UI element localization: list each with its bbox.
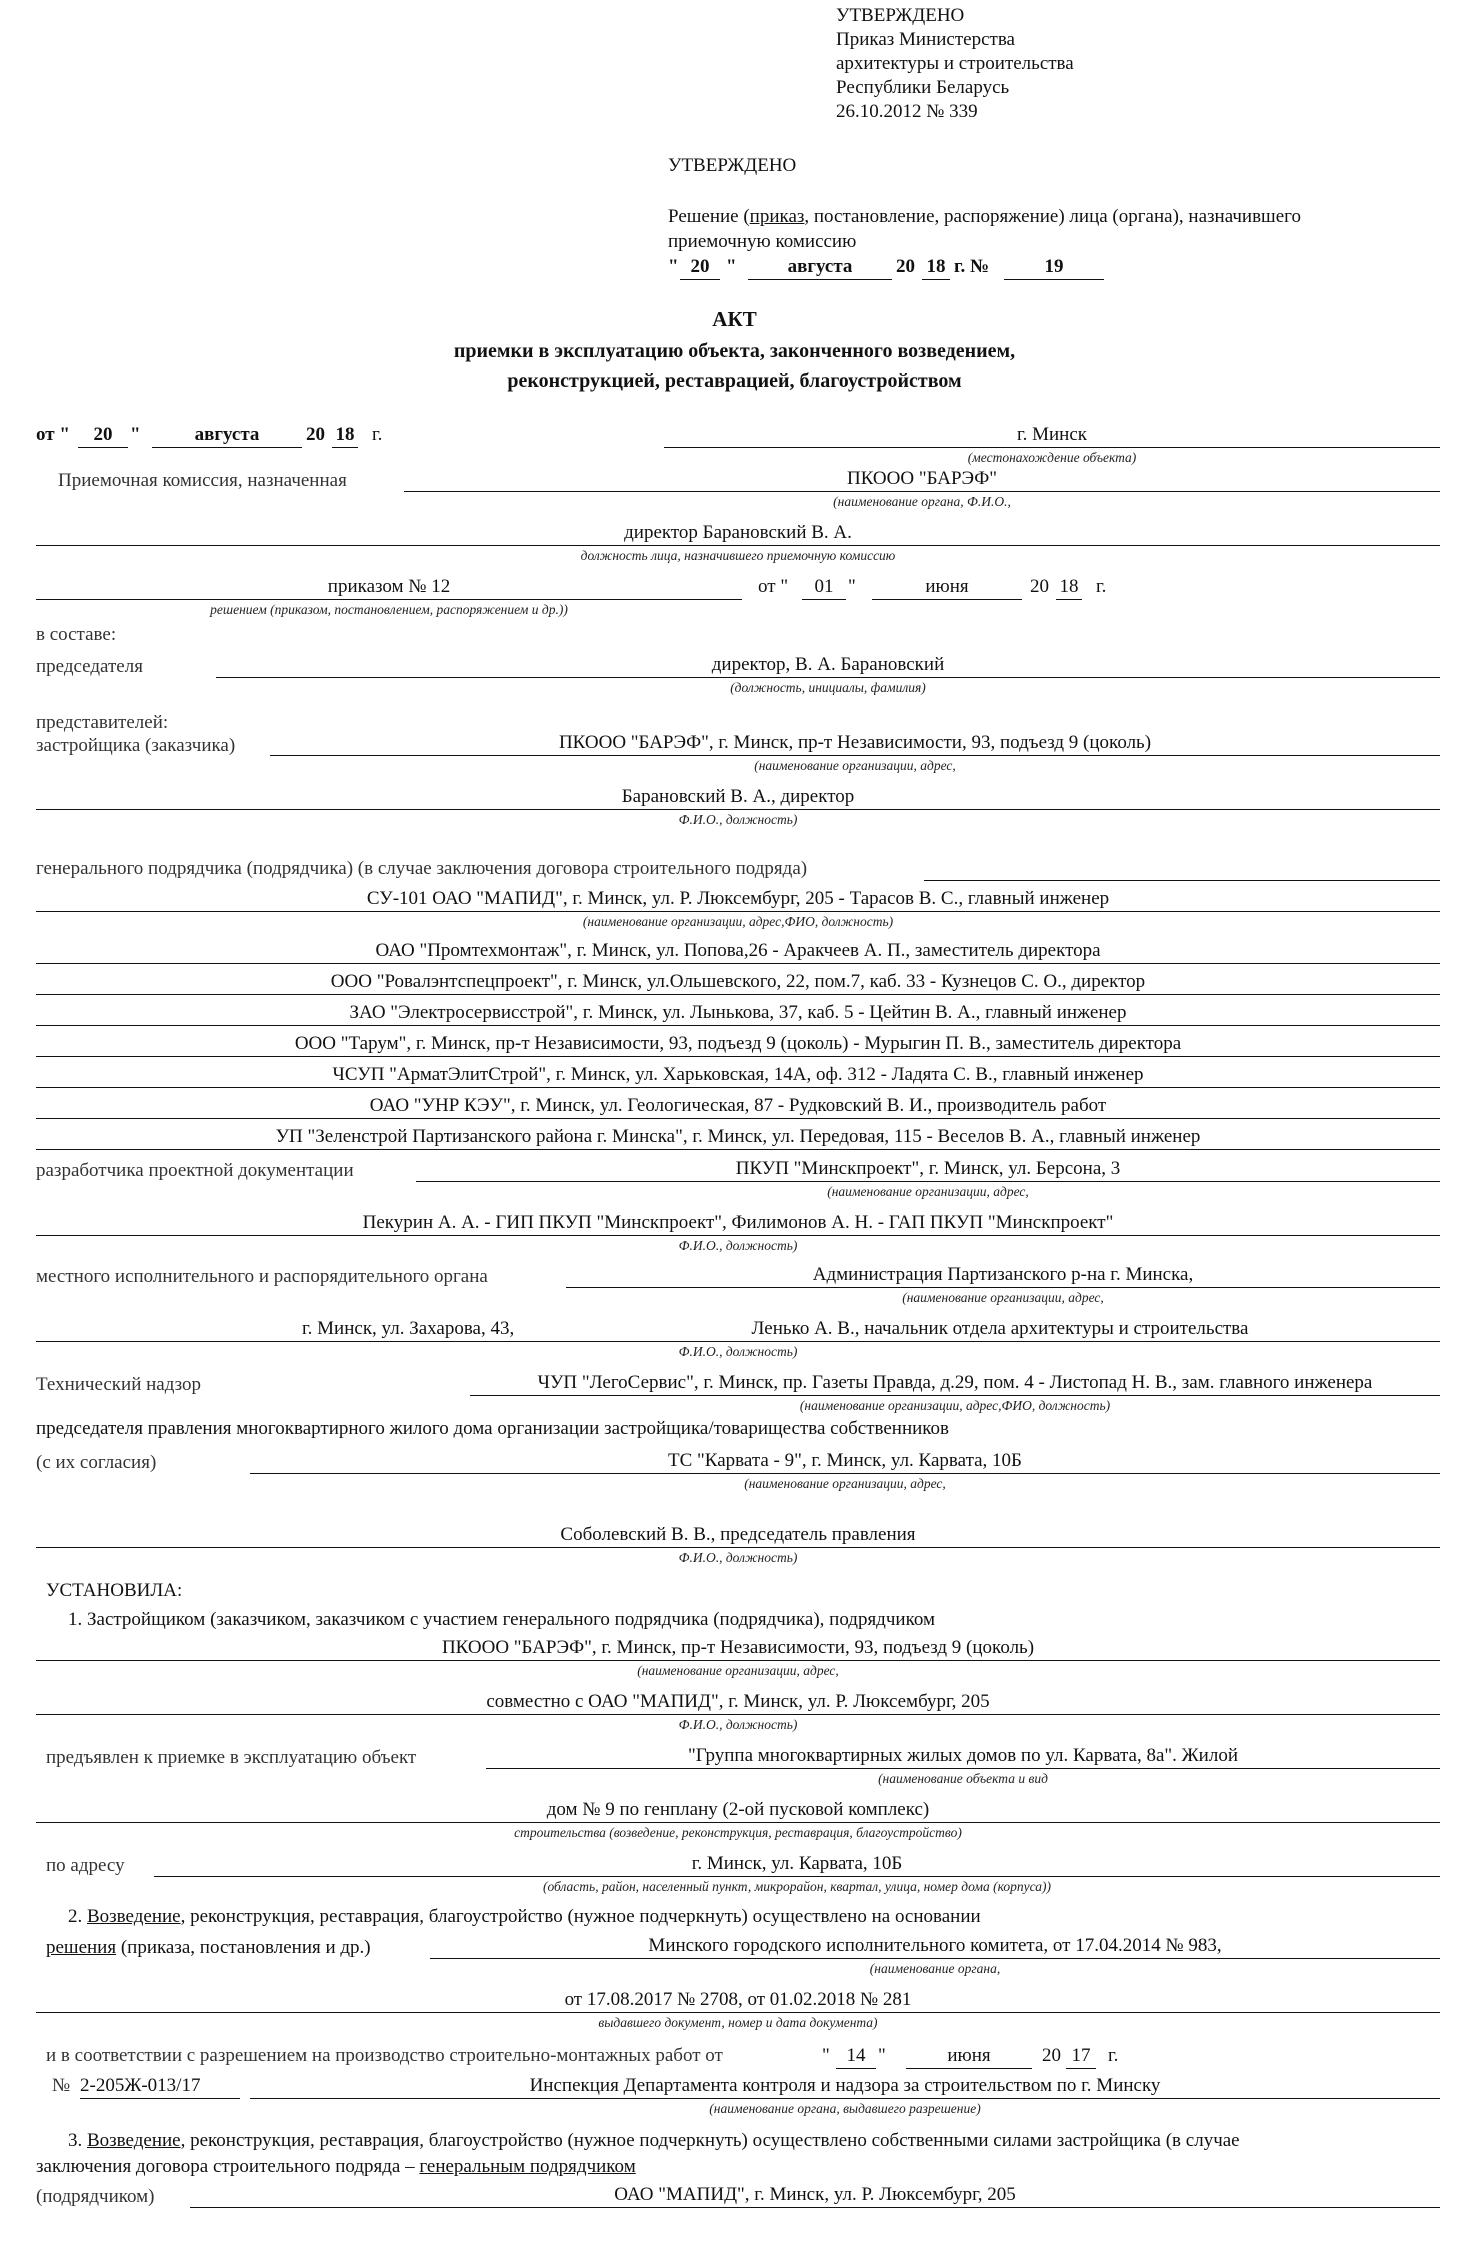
permit-org-caption: (наименование органа, выдавшего разрешение) <box>709 2101 981 2116</box>
designer-persons: Пекурин А. А. - ГИП ПКУП "Минскпроект", Филимонов А. Н. - ГАП ПКУП "Минскпроект" <box>362 1212 1114 1233</box>
contractor-label: генерального подрядчика (подрядчика) (в случае заключения договора строительного подряда) <box>36 858 808 879</box>
composition-label: в составе: <box>36 624 117 645</box>
p2-more-caption: выдавшего документ, номер и дата документа) <box>598 2015 878 2030</box>
approval2-year: 18 <box>926 256 946 277</box>
designer-label: разработчика проектной документации <box>36 1160 354 1181</box>
commission-quote: " <box>848 576 856 597</box>
object-label: предъявлен к приемке в эксплуатацию объект <box>46 1747 417 1768</box>
object-caption: (наименование объекта и вид <box>878 1771 1048 1786</box>
chairman: директор, В. А. Барановский <box>711 654 945 675</box>
permit-day: 14 <box>846 2045 866 2066</box>
established-p1-with: совместно с ОАО "МАПИД", г. Минск, ул. Р. Люксембург, 205 <box>486 1691 990 1712</box>
developer: ПКООО "БАРЭФ", г. Минск, пр-т Независимости, 93, подъезд 9 (цоколь) <box>558 732 1152 753</box>
approval2-day: 20 <box>690 256 710 277</box>
developer-caption: (наименование организации, адрес, <box>754 758 956 773</box>
commission-label: Приемочная комиссия, назначенная <box>58 470 347 491</box>
approval2-quote-close: " <box>726 256 737 277</box>
object-2-caption: строительства (возведение, реконструкция, реставрация, благоустройство) <box>514 1825 962 1840</box>
doc-subtitle-2: реконструкцией, реставрацией, благоустройством <box>507 370 962 392</box>
p3-number: 3. <box>68 2130 87 2151</box>
subcontractor: ЧСУП "АрматЭлитСтрой", г. Минск, ул. Харьковская, 14А, оф. 312 - Ладята С. В., главный инженер <box>332 1064 1144 1085</box>
commission-person-caption: должность лица, назначившего приемочную комиссию <box>580 548 896 563</box>
date-from: от " <box>36 424 70 445</box>
date-year: 18 <box>335 424 355 445</box>
hoa-label-2: (с их согласия) <box>36 1452 157 1473</box>
developer-person-caption: Ф.И.О., должность) <box>678 812 798 827</box>
date-g: г. <box>372 424 383 445</box>
approval2-line2: приемочную комиссию <box>668 231 857 252</box>
p2-text: , реконструкция, реставрация, благоустройство (нужное подчеркнуть) осуществлено на основании <box>180 1906 981 1927</box>
commission-year: 18 <box>1059 576 1079 597</box>
commission-g: г. <box>1096 576 1107 597</box>
local-address: г. Минск, ул. Захарова, 43, <box>302 1318 515 1339</box>
established-p1-with-caption: Ф.И.О., должность) <box>678 1717 798 1732</box>
commission-month: июня <box>925 576 969 597</box>
permit-quote-close: " <box>878 2045 886 2066</box>
permit-no: 2-205Ж-013/17 <box>80 2075 201 2096</box>
commission-person: директор Барановский В. А. <box>624 522 852 543</box>
subcontractor: ООО "Тарум", г. Минск, пр-т Независимости, 93, подъезд 9 (цоколь) - Мурыгин П. В., заместитель директора <box>294 1033 1182 1054</box>
approval2-month: августа <box>787 256 853 277</box>
place: г. Минск <box>1016 424 1088 445</box>
approval-line: архитектуры и строительства <box>836 53 1074 74</box>
object: "Группа многоквартирных жилых домов по ул. Карвата, 8а". Жилой <box>687 1745 1239 1766</box>
p3-underlined: Возведение <box>87 2130 181 2151</box>
commission-order-caption: решением (приказом, постановлением, распоряжением и др.)) <box>210 602 568 617</box>
p2-decision-label <box>46 1937 371 1959</box>
commission-day: 01 <box>814 576 834 597</box>
permit-quote-open: " <box>822 2045 830 2066</box>
commission-from: от " <box>758 576 789 597</box>
p3-line2-underlined: генеральным подрядчиком <box>419 2156 636 2177</box>
approval2-title: УТВЕРЖДЕНО <box>668 155 797 176</box>
permit-org: Инспекция Департамента контроля и надзора за строительством по г. Минску <box>529 2075 1161 2096</box>
local-person: Ленько А. В., начальник отдела архитектуры и строительства <box>751 1318 1249 1339</box>
p2-number: 2. <box>68 1906 87 1927</box>
tech-caption: (наименование организации, адрес,ФИО, должность) <box>799 1398 1111 1413</box>
p3-org: ОАО "МАПИД", г. Минск, ул. Р. Люксембург, 205 <box>614 2184 1016 2205</box>
p3-text: , реконструкция, реставрация, благоустройство (нужное подчеркнуть) осуществлено собственными силами застройщика (в случае <box>180 2130 1240 2151</box>
date-from-label: от <box>36 424 55 445</box>
permit-no-label: № <box>52 2075 71 2096</box>
permit-year-prefix: 20 <box>1042 2045 1061 2066</box>
commission-year-prefix: 20 <box>1030 576 1049 597</box>
p2-underlined: Возведение <box>87 1906 181 1927</box>
approval2-number: 19 <box>1044 256 1064 277</box>
subcontractor: ОАО "Промтехмонтаж", г. Минск, ул. Попова,26 - Аракчеев А. П., заместитель директора <box>375 940 1101 961</box>
p3-line3-label: (подрядчиком) <box>36 2186 155 2207</box>
contractor-main-caption: (наименование организации, адрес,ФИО, должность) <box>582 914 894 929</box>
chairman-label: председателя <box>36 656 143 677</box>
commission-order: приказом № 12 <box>327 576 451 597</box>
chairman-caption: (должность, инициалы, фамилия) <box>730 680 926 695</box>
hoa-org-caption: (наименование организации, адрес, <box>744 1476 946 1491</box>
tech-value: ЧУП "ЛегоСервис", г. Минск, пр. Газеты Правда, д.29, пом. 4 - Листопад Н. В., зам. главного инженера <box>537 1372 1373 1393</box>
reps-label: представителей: <box>36 712 169 733</box>
approval-line: 26.10.2012 № 339 <box>836 101 978 122</box>
established-p2 <box>68 1906 981 1928</box>
doc-title: АКТ <box>712 307 757 331</box>
hoa-org: ТС "Карвата - 9", г. Минск, ул. Карвата, 10Б <box>668 1450 1022 1471</box>
commission-org: ПКООО "БАРЭФ" <box>847 468 997 489</box>
doc-subtitle-1: приемки в эксплуатацию объекта, законченного возведением, <box>453 340 1016 362</box>
p2-org: Минского городского исполнительного комитета, от 17.04.2014 № 983, <box>648 1935 1222 1956</box>
p2-decision-text: (приказа, постановления и др.) <box>116 1937 371 1958</box>
tech-label: Технический надзор <box>36 1374 202 1395</box>
p3-line2-text: заключения договора строительного подряда – <box>36 2156 420 2177</box>
local-org-caption: (наименование организации, адрес, <box>902 1290 1104 1305</box>
local-person-caption: Ф.И.О., должность) <box>678 1344 798 1359</box>
subcontractor: ООО "Ровалэнтспецпроект", г. Минск, ул.Ольшевского, 22, пом.7, каб. 33 - Кузнецов С. О., директор <box>330 971 1146 992</box>
approval-line: Приказ Министерства <box>836 29 1015 50</box>
subcontractor: ЗАО "Электросервисстрой", г. Минск, ул. Лынькова, 37, каб. 5 - Цейтин В. А., главный инженер <box>349 1002 1127 1023</box>
object-2: дом № 9 по генплану (2-ой пусковой комплекс) <box>546 1799 930 1820</box>
established-title: УСТАНОВИЛА: <box>46 1580 183 1601</box>
hoa-person: Соболевский В. В., председатель правления <box>560 1524 916 1545</box>
established-p1-org: ПКООО "БАРЭФ", г. Минск, пр-т Независимости, 93, подъезд 9 (цоколь) <box>441 1637 1035 1658</box>
subcontractor: ОАО "УНР КЭУ", г. Минск, ул. Геологическая, 87 - Рудковский В. И., производитель работ <box>369 1095 1107 1116</box>
established-p1-org-caption: (наименование организации, адрес, <box>637 1663 839 1678</box>
local-label: местного исполнительного и распорядительного органа <box>36 1266 488 1287</box>
commission-org-caption: (наименование органа, Ф.И.О., <box>833 494 1011 509</box>
established-p3 <box>68 2130 1240 2152</box>
address: г. Минск, ул. Карвата, 10Б <box>691 1853 903 1874</box>
p2-more: от 17.08.2017 № 2708, от 01.02.2018 № 281 <box>564 1989 912 2010</box>
permit-year: 17 <box>1071 2045 1091 2066</box>
approval-stamp <box>836 4 1074 124</box>
date-quote: " <box>130 424 141 445</box>
approval2-year-prefix: 20 <box>896 256 915 277</box>
p2-org-caption: (наименование органа, <box>869 1961 1001 1976</box>
approval2-quote-open: " <box>668 256 679 277</box>
hoa-label-1: председателя правления многоквартирного жилого дома организации застройщика/товарищества собственников <box>36 1418 950 1439</box>
designer-org: ПКУП "Минскпроект", г. Минск, ул. Берсона, 3 <box>735 1158 1121 1179</box>
designer-org-caption: (наименование организации, адрес, <box>827 1184 1029 1199</box>
address-label: по адресу <box>46 1855 125 1876</box>
date-month: августа <box>194 424 260 445</box>
address-caption: (область, район, населенный пункт, микрорайон, квартал, улица, номер дома (корпуса)) <box>542 1879 1052 1894</box>
designer-persons-caption: Ф.И.О., должность) <box>678 1238 798 1253</box>
developer-label: застройщика (заказчика) <box>36 735 236 756</box>
p3-line2 <box>36 2156 636 2178</box>
approval2-text: , постановление, распоряжение) лица (органа), назначившего <box>804 206 1301 227</box>
date-year-prefix: 20 <box>306 424 325 445</box>
approval-line: Республики Беларусь <box>836 77 1010 98</box>
commission-from-label: от <box>758 576 776 597</box>
approval2-underlined: приказ <box>749 206 805 227</box>
permit-g: г. <box>1108 2045 1119 2066</box>
local-org: Администрация Партизанского р-на г. Минска, <box>812 1264 1194 1285</box>
approval2-year-suffix: г. № <box>954 256 990 277</box>
date-day: 20 <box>93 424 113 445</box>
established-p1: 1. Застройщиком (заказчиком, заказчиком с участием генерального подрядчика (подрядчика), подрядчиком <box>68 1609 936 1630</box>
contractor-main: СУ-101 ОАО "МАПИД", г. Минск, ул. Р. Люксембург, 205 - Тарасов В. С., главный инженер <box>366 888 1110 909</box>
hoa-person-caption: Ф.И.О., должность) <box>678 1550 798 1565</box>
approval2-line1 <box>668 206 1301 228</box>
permit-label: и в соответствии с разрешением на производство строительно-монтажных работ от <box>46 2045 723 2066</box>
approval-line: УТВЕРЖДЕНО <box>836 5 965 26</box>
approval2-text: Решение ( <box>668 206 750 227</box>
p2-decision-underlined: решения <box>46 1937 117 1958</box>
permit-month: июня <box>947 2045 991 2066</box>
place-caption: (местонахождение объекта) <box>967 450 1137 465</box>
developer-person: Барановский В. А., директор <box>621 786 855 807</box>
subcontractor: УП "Зеленстрой Партизанского района г. Минска", г. Минск, ул. Передовая, 115 - Веселов В. А., главный инженер <box>275 1126 1201 1147</box>
